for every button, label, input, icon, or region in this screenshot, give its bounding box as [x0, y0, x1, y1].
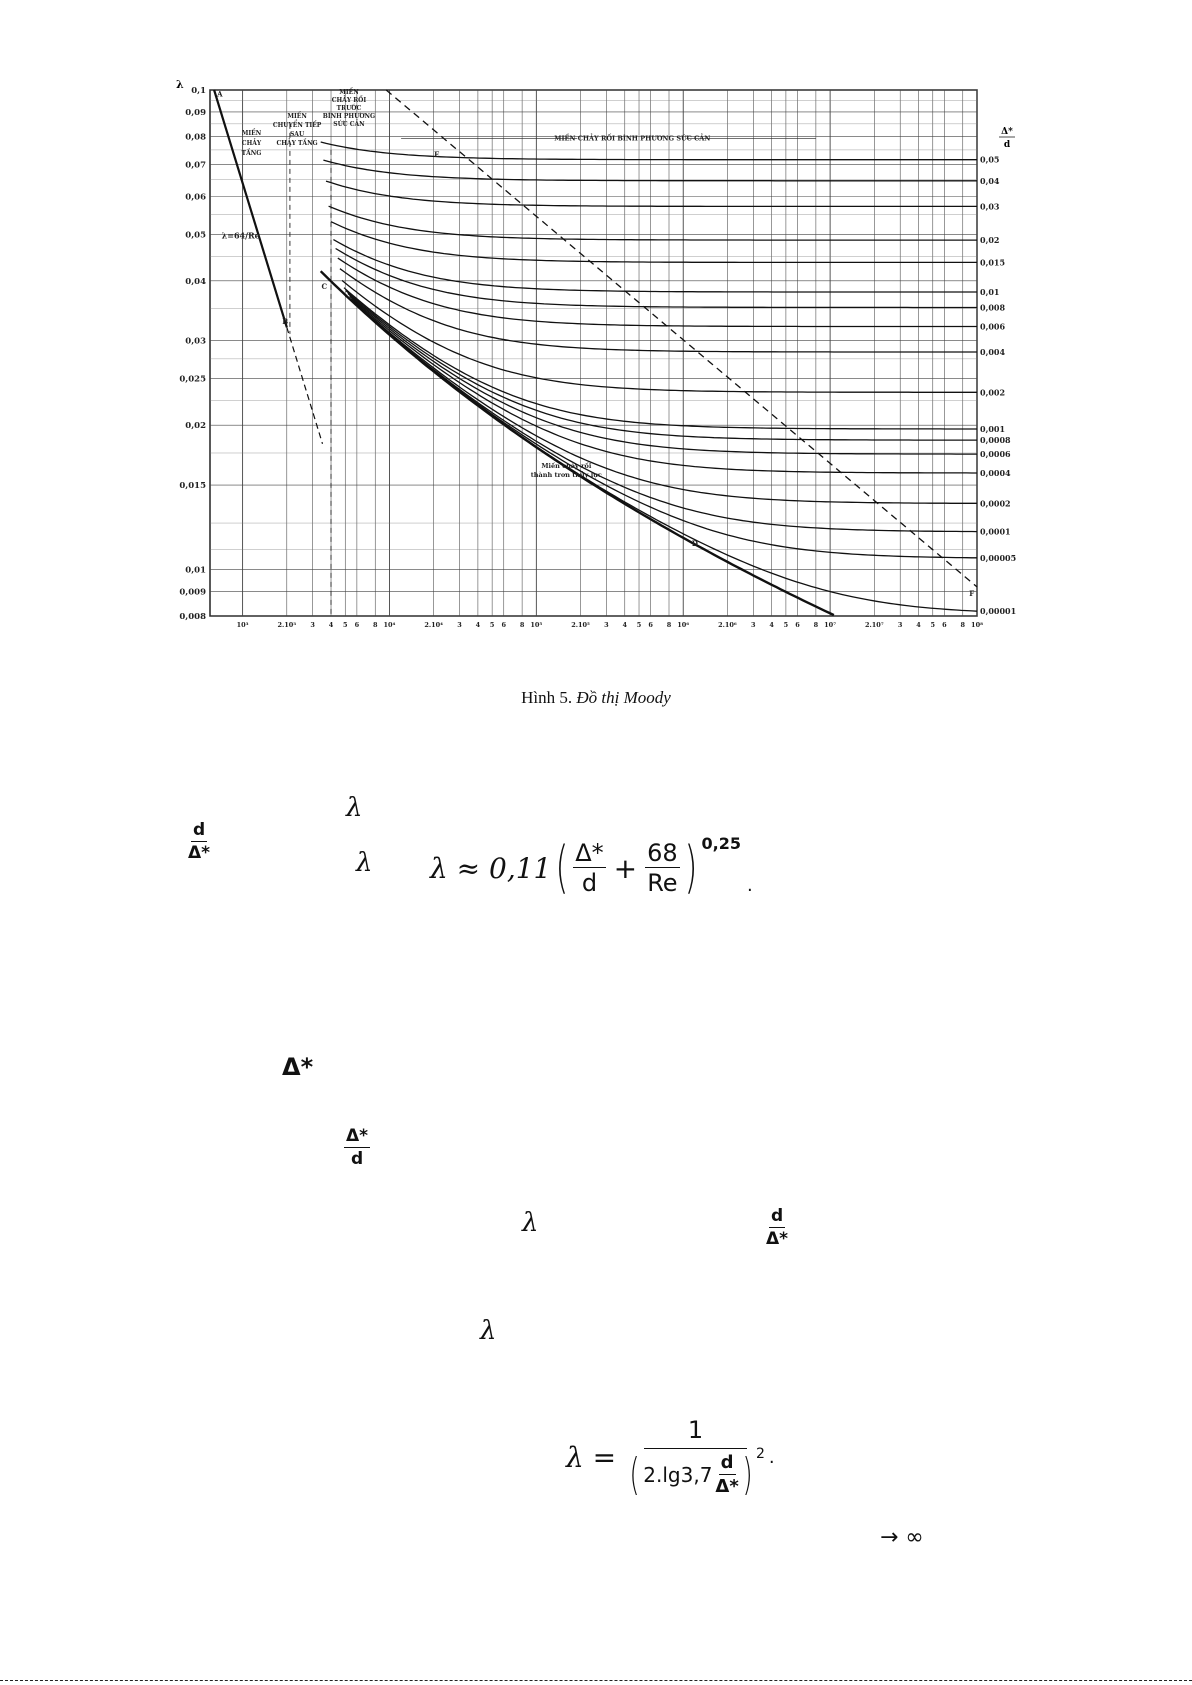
roughness-curve — [346, 291, 977, 441]
x-tick-label: 2.10⁷ — [864, 621, 884, 629]
point-label: C — [321, 281, 328, 291]
roughness-curve — [344, 288, 977, 429]
region-laminar-label: MIỀN — [241, 130, 262, 138]
lambda-symbol-2: λ — [356, 848, 373, 878]
roughness-label: 0,04 — [980, 175, 1000, 186]
y-tick-label: 0,025 — [179, 374, 206, 385]
roughness-curve — [323, 160, 977, 181]
y-tick-label: 0,06 — [185, 192, 206, 203]
x-tick-label: 4 — [622, 621, 628, 629]
lambda-symbol-1: λ — [346, 793, 363, 823]
fraction-den: Δ* — [766, 1229, 789, 1249]
68-over-re-fraction — [645, 841, 680, 895]
x-tick-label: 6 — [354, 621, 360, 629]
x-tick-label: 10⁸ — [971, 621, 983, 629]
roughness-label: 0,05 — [980, 154, 1000, 165]
x-tick-label: 2.10³ — [277, 621, 297, 629]
x-tick-label: 3 — [310, 621, 315, 629]
y-tick-label: 0,04 — [185, 276, 206, 287]
x-tick-label: 8 — [666, 621, 672, 629]
x-tick-label: 8 — [960, 621, 966, 629]
x-tick-label: 6 — [501, 621, 507, 629]
roughness-curve — [326, 181, 977, 206]
right-paren: ) — [742, 1449, 753, 1500]
region-transition-label: SAU — [289, 130, 305, 138]
d-over-delta-fraction-1 — [188, 822, 210, 862]
fraction-den — [626, 1446, 765, 1500]
x-tick-label: 5 — [636, 621, 642, 629]
roughness-label: 0,00005 — [980, 552, 1017, 563]
y-tick-label: 0,1 — [191, 86, 206, 96]
x-tick-label: 10⁶ — [677, 621, 690, 629]
left-paren: ( — [629, 1449, 640, 1500]
roughness-label: 0,01 — [980, 287, 1000, 298]
fraction-den: Δ* — [715, 1476, 739, 1497]
fraction-num: Δ* — [346, 1126, 369, 1146]
x-tick-label: 2.10⁶ — [718, 621, 737, 629]
d-over-delta-fraction-3 — [766, 1208, 788, 1248]
y-tick-label: 0,05 — [185, 230, 206, 241]
x-tick-label: 3 — [457, 621, 462, 629]
plus-sign: + — [613, 851, 638, 885]
d-over-delta-fraction-4 — [715, 1454, 738, 1496]
x-tick-label: 10⁵ — [530, 621, 543, 629]
x-tick-label: 2.10⁵ — [571, 621, 590, 629]
grid — [210, 90, 977, 616]
region-prequadratic-label: CHẢY RỐI — [331, 97, 367, 105]
fraction-num: Δ* — [575, 839, 604, 867]
x-tick-label: 8 — [519, 621, 525, 629]
fraction-num: d — [770, 1206, 784, 1226]
arrow-infinity: → ∞ — [880, 1525, 924, 1550]
y-tick-label: 0,02 — [185, 421, 206, 432]
roughness-label: 0,0001 — [980, 526, 1011, 537]
y-tick-label: 0,008 — [179, 612, 206, 622]
x-tick-label: 10³ — [236, 621, 249, 629]
formula-shifrinson — [566, 1416, 775, 1500]
right-paren: ) — [684, 835, 698, 900]
x-tick-label: 6 — [942, 621, 947, 629]
roughness-label: 0,002 — [980, 387, 1006, 398]
roughness-label: 0,0004 — [980, 467, 1011, 478]
region-prequadratic-label: SỨC CẢN — [333, 121, 365, 129]
formula2-lhs: λ = — [566, 1441, 617, 1474]
fraction-num: d — [192, 820, 206, 840]
roughness-curve — [329, 206, 977, 240]
y-tick-label: 0,03 — [185, 336, 206, 347]
x-tick-label: 10⁴ — [383, 621, 396, 629]
formula1-dot: . — [747, 875, 753, 896]
roughness-label: 0,004 — [980, 347, 1006, 358]
plot-frame — [210, 90, 977, 616]
laminar-dashed-extension — [287, 327, 323, 444]
point-label: D — [691, 538, 698, 548]
fraction-num: d — [720, 1452, 734, 1473]
x-tick-label: 3 — [604, 621, 609, 629]
roughness-curve — [333, 240, 977, 292]
x-tick-label: 6 — [648, 621, 653, 629]
right-axis-label-num: Δ* — [1001, 127, 1013, 137]
fraction-num: 1 — [644, 1418, 747, 1449]
exponent: 0,25 — [701, 834, 741, 853]
smooth-region-label: thành trơn thủy lực — [530, 470, 602, 479]
roughness-label: 0,00001 — [980, 606, 1017, 617]
x-tick-label: 5 — [489, 621, 495, 629]
labels — [179, 86, 1016, 629]
roughness-curve — [340, 269, 977, 352]
roughness-label: 0,015 — [980, 257, 1006, 268]
moody-chart — [170, 78, 1060, 678]
x-tick-label: 10⁷ — [824, 621, 837, 629]
figure-caption — [0, 688, 1192, 708]
y-tick-label: 0,01 — [185, 565, 206, 576]
region-transition-label: CHUYỂN TIẾP — [272, 121, 322, 129]
x-tick-label: 3 — [897, 621, 903, 629]
region-laminar-label: CHẢY — [241, 140, 262, 148]
right-axis-label-den: d — [1003, 140, 1011, 150]
y-tick-label: 0,009 — [179, 587, 206, 598]
roughness-curve — [321, 142, 977, 160]
region-prequadratic-label: MIỀN — [339, 89, 359, 97]
roughness-curve — [355, 303, 977, 558]
point-label: B — [282, 317, 289, 327]
region-prequadratic-label: BÌNH PHƯƠNG — [322, 113, 376, 121]
fraction-num: 68 — [647, 839, 678, 867]
roughness-curve — [336, 249, 977, 308]
region-laminar-label: TẦNG — [241, 150, 262, 158]
page-bottom-rule — [0, 1680, 1192, 1681]
x-tick-label: 4 — [916, 621, 921, 629]
x-tick-label: 8 — [813, 621, 819, 629]
point-label: E — [434, 149, 440, 159]
roughness-label: 0,008 — [980, 302, 1006, 313]
denominator-text: 2.lg3,7 — [643, 1463, 713, 1487]
delta-star-symbol: Δ* — [282, 1053, 314, 1081]
y-axis-label: λ — [176, 78, 184, 91]
roughness-label: 0,02 — [980, 235, 1000, 246]
smooth-region-label: Miền chảy rối — [541, 461, 592, 470]
roughness-curve — [353, 301, 977, 531]
caption-title: Đồ thị Moody — [576, 688, 671, 707]
region-prequadratic-label: TRƯỚC — [336, 105, 362, 113]
x-tick-label: 8 — [372, 621, 378, 629]
roughness-label: 0,006 — [980, 321, 1006, 332]
lambda-symbol-4: λ — [480, 1316, 497, 1346]
region-transition-label: CHẢY TẦNG — [276, 139, 318, 147]
fraction-den: Re — [647, 869, 678, 897]
lambda-symbol-3: λ — [522, 1208, 539, 1238]
caption-prefix: Hình 5. — [521, 688, 577, 707]
x-tick-label: 6 — [795, 621, 800, 629]
point-label: A — [217, 89, 223, 99]
fraction-den: Δ* — [188, 843, 211, 863]
x-tick-label: 2.10⁴ — [424, 621, 444, 629]
y-tick-label: 0,08 — [185, 132, 206, 143]
y-tick-label: 0,07 — [185, 160, 206, 171]
formula-altshul — [430, 834, 753, 900]
region-transition-label: MIỀN — [287, 112, 307, 120]
formula1-lhs: λ ≈ 0,11 — [430, 851, 552, 885]
right-axis-label — [999, 127, 1015, 150]
y-tick-label: 0,09 — [185, 107, 206, 118]
fraction-den: d — [350, 1149, 364, 1169]
x-tick-label: 5 — [783, 621, 789, 629]
roughness-label: 0,0006 — [980, 449, 1011, 460]
x-tick-label: 4 — [769, 621, 774, 629]
x-tick-label: 4 — [475, 621, 481, 629]
y-tick-label: 0,015 — [179, 481, 206, 492]
x-tick-label: 3 — [751, 621, 756, 629]
curves — [214, 90, 977, 616]
laminar-formula-label: λ=64/Re — [221, 230, 260, 241]
formula2-dot: . — [768, 1447, 775, 1468]
fraction-den: d — [581, 869, 598, 897]
x-tick-label: 4 — [328, 621, 334, 629]
exponent: 2 — [755, 1446, 765, 1462]
roughness-label: 0,0002 — [980, 498, 1011, 509]
delta-over-d-fraction-2 — [344, 1128, 370, 1168]
left-paren: ( — [555, 835, 569, 900]
roughness-label: 0,03 — [980, 201, 1000, 212]
x-tick-label: 5 — [342, 621, 348, 629]
region-quadratic-label: MIỀN CHẢY RỐI BÌNH PHƯƠNG SỨC CẢN — [554, 134, 711, 143]
point-label: F — [969, 589, 975, 599]
delta-over-d-fraction — [573, 841, 605, 895]
roughness-label: 0,0008 — [980, 435, 1011, 446]
x-tick-label: 5 — [930, 621, 936, 629]
roughness-label: 0,001 — [980, 423, 1006, 434]
main-fraction — [626, 1416, 765, 1500]
